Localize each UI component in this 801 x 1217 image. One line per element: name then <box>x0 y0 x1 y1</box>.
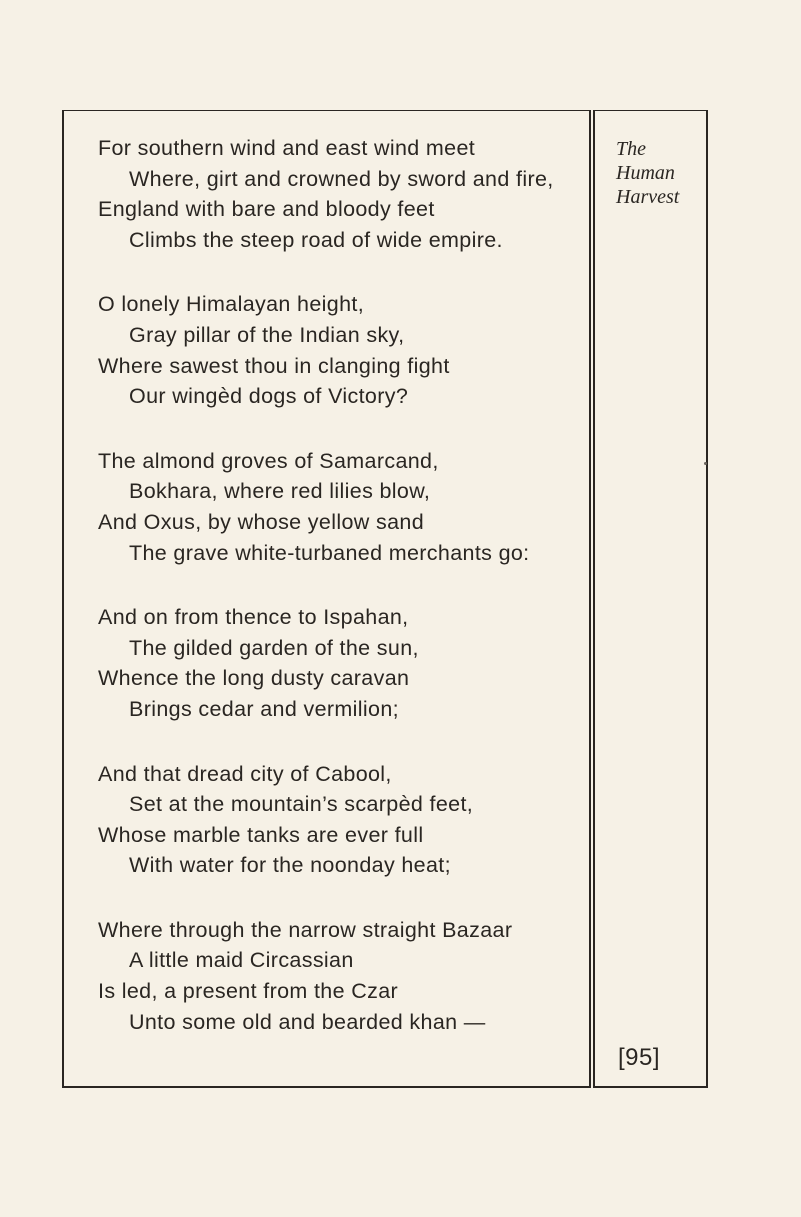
poem-line: Climbs the steep road of wide empire. <box>129 227 503 252</box>
stanza <box>98 759 583 881</box>
poem-line: And on from thence to Ispahan, <box>98 605 409 630</box>
poem-line: And Oxus, by whose yellow sand <box>98 509 424 534</box>
stanza <box>98 602 583 724</box>
poem-line: Where through the narrow straight Bazaar <box>98 917 513 942</box>
running-title-line: Human <box>616 162 675 184</box>
stanza <box>98 133 583 255</box>
poem-line: Whose marble tanks are ever full <box>98 822 424 847</box>
poem-body <box>98 133 583 1071</box>
poem-line: O lonely Himalayan height, <box>98 292 365 317</box>
running-title <box>616 137 679 209</box>
poem-line: Unto some old and bearded khan — <box>129 1009 486 1034</box>
poem-line: The grave white-turbaned merchants go: <box>129 540 530 565</box>
paper-speck <box>704 462 707 465</box>
stanza <box>98 446 583 568</box>
poem-line: Where, girt and crowned by sword and fire, <box>129 166 554 191</box>
poem-line: Where sawest thou in clanging fight <box>98 353 450 378</box>
poem-line: Set at the mountain’s scarpèd feet, <box>129 792 474 817</box>
poem-line: Gray pillar of the Indian sky, <box>129 322 405 347</box>
poem-line: The almond groves of Samarcand, <box>98 448 439 473</box>
stanza <box>98 289 583 411</box>
poem-line: A little maid Circassian <box>129 948 354 973</box>
margin-column-frame <box>593 110 708 1088</box>
poem-line: Brings cedar and vermilion; <box>129 696 399 721</box>
running-title-line: Harvest <box>616 186 680 208</box>
poem-line: The gilded garden of the sun, <box>129 635 419 660</box>
poem-line: With water for the noonday heat; <box>129 853 451 878</box>
poem-line: And that dread city of Cabool, <box>98 761 392 786</box>
poem-line: Is led, a present from the Czar <box>98 979 399 1004</box>
poem-line: England with bare and bloody feet <box>98 197 435 222</box>
stanza <box>98 915 583 1037</box>
running-title-line: The <box>616 138 646 160</box>
poem-line: For southern wind and east wind meet <box>98 136 476 160</box>
poem-line: Our wingèd dogs of Victory? <box>129 384 409 409</box>
poem-line: Whence the long dusty caravan <box>98 666 410 691</box>
page-number: [95] <box>618 1044 661 1071</box>
poem-line: Bokhara, where red lilies blow, <box>129 479 431 504</box>
